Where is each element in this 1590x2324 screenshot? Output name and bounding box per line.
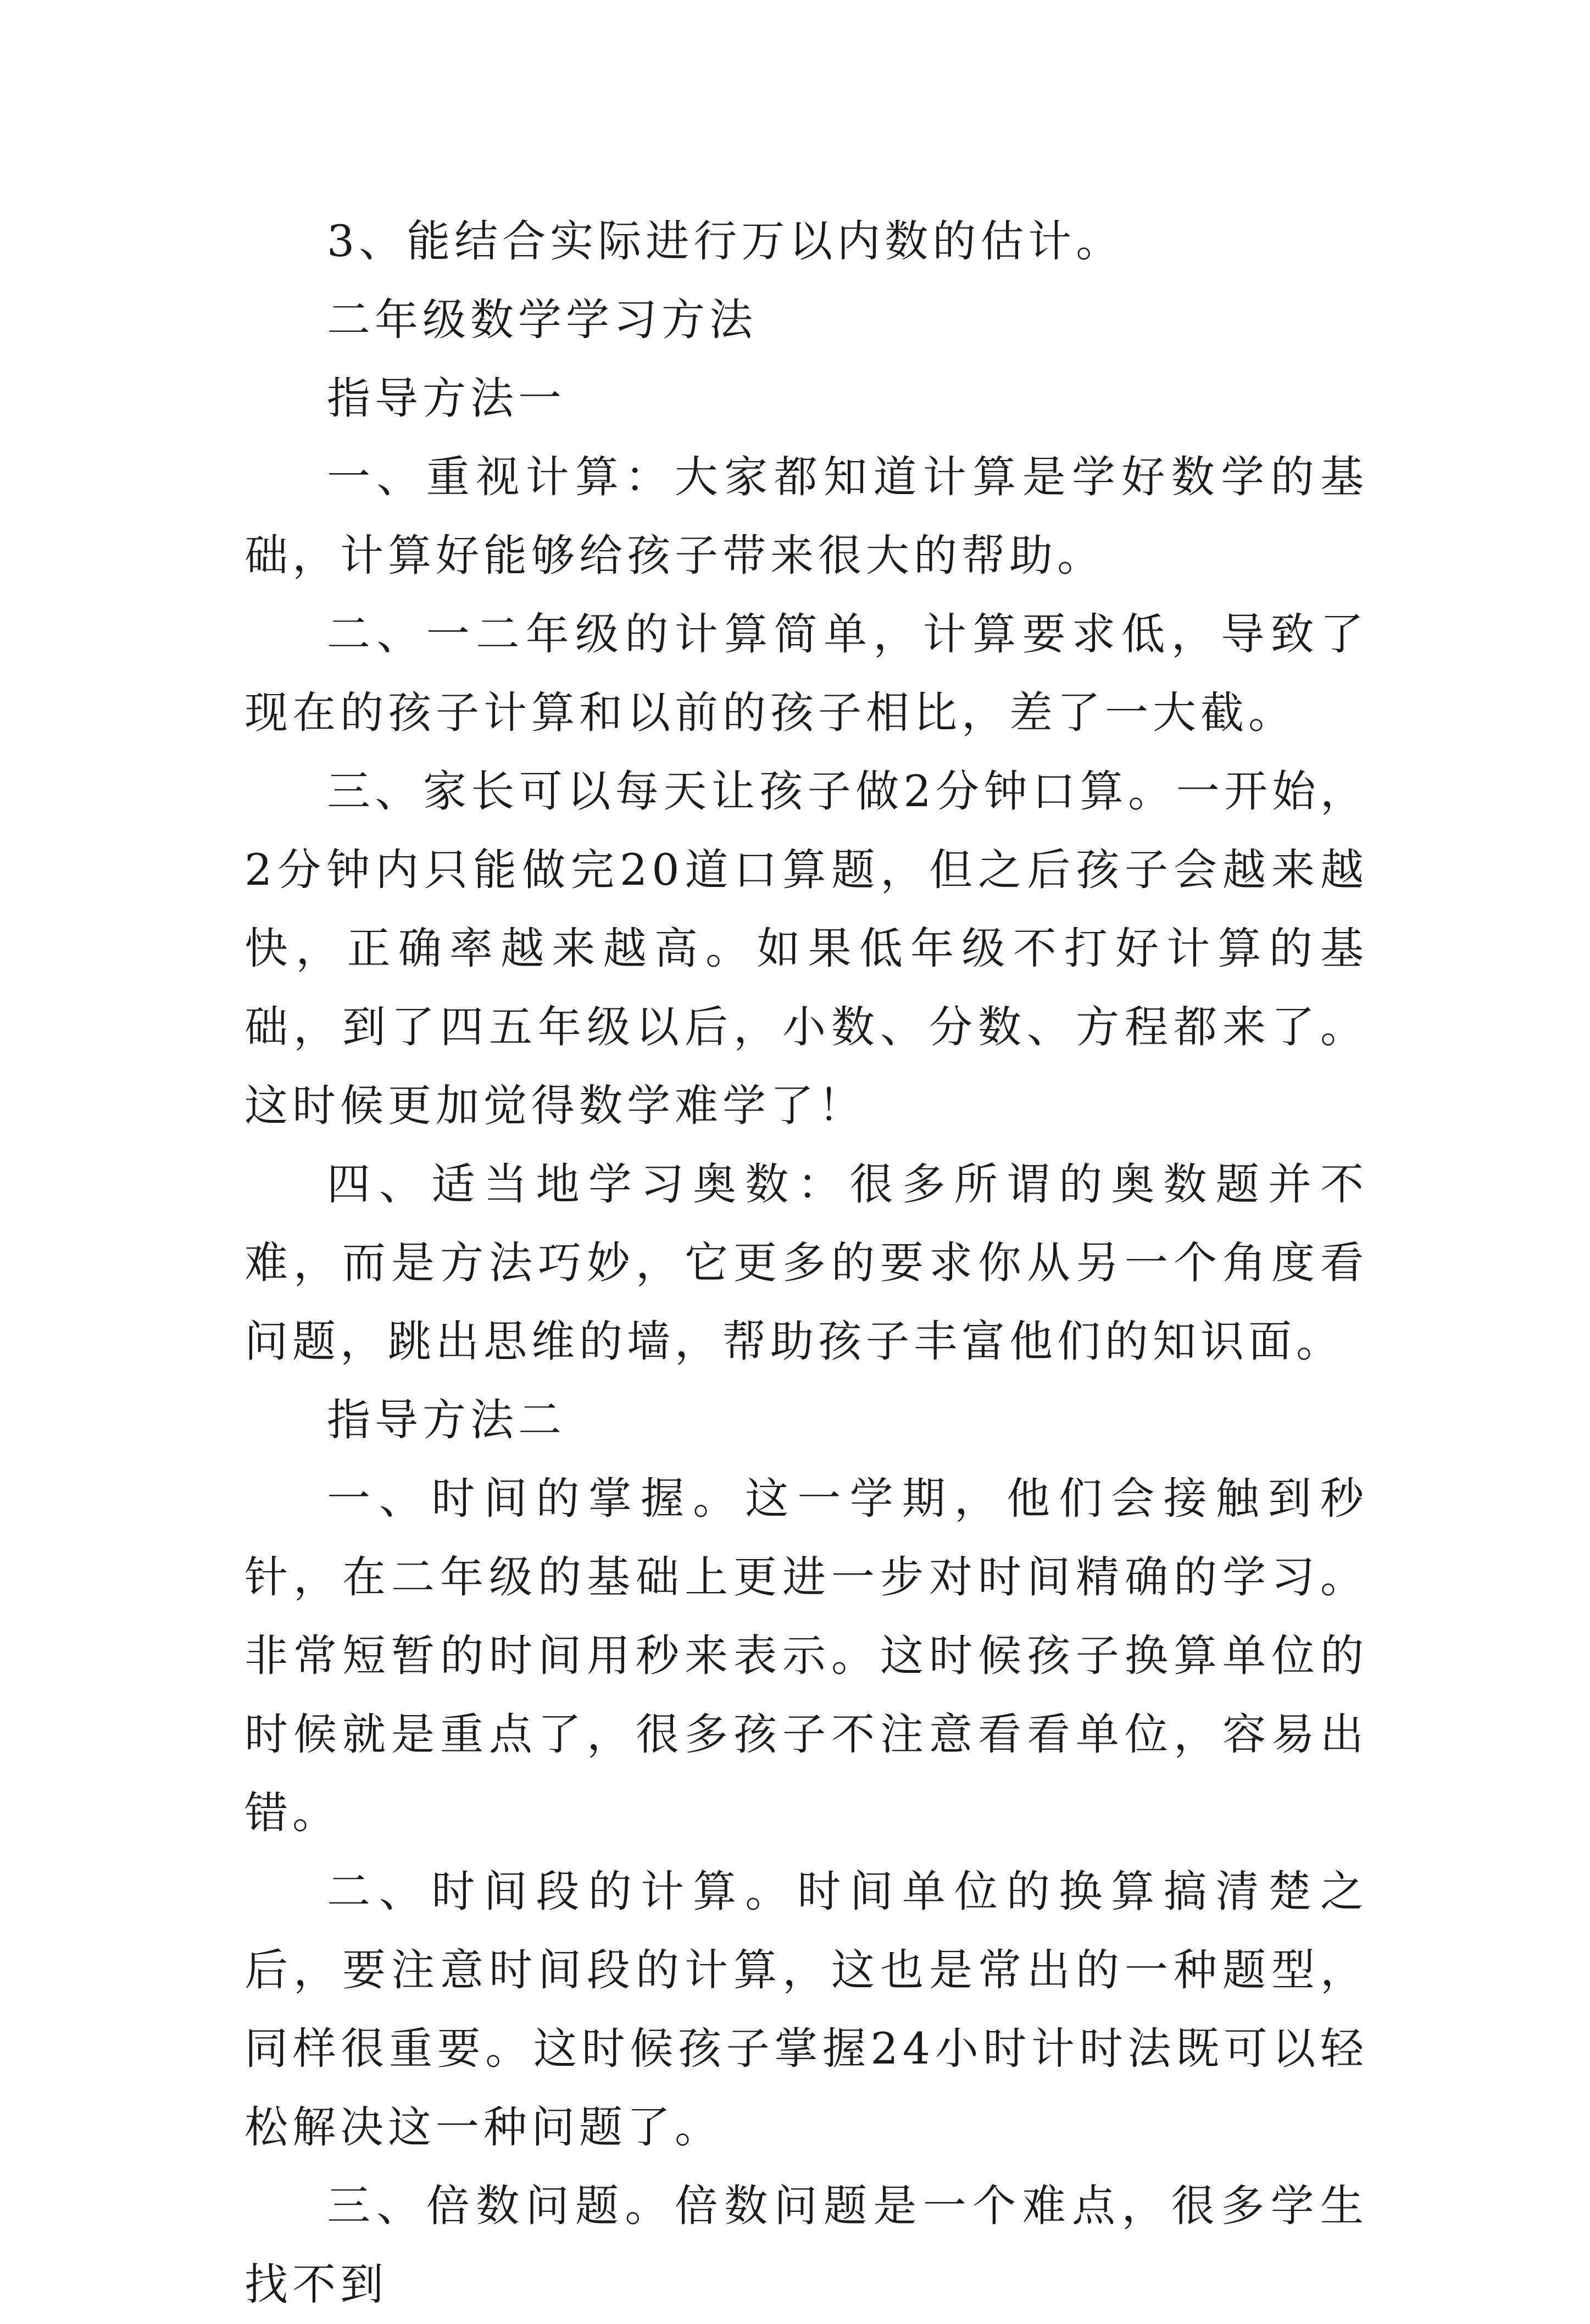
- paragraph-method-one-item-2: 二、一二年级的计算简单，计算要求低，导致了现在的孩子计算和以前的孩子相比，差了一大截。: [244, 609, 1368, 738]
- paragraph-method-two-item-1: 一、时间的掌握。这一学期，他们会接触到秒针，在二年级的基础上更进一步对时间精确的学习。非常短暂的时间用秒来表示。这时候孩子换算单位的时候就是重点了，很多孩子不注意看看单位，容易出错。: [244, 1473, 1368, 1838]
- subheading-method-one: 指导方法一: [327, 373, 566, 424]
- paragraph-method-two-item-2: 二、时间段的计算。时间单位的换算搞清楚之后，要注意时间段的计算，这也是常出的一种题型，同样很重要。这时候孩子掌握24小时计时法既可以轻松解决这一种问题了。: [244, 1866, 1368, 2153]
- section-heading-study-methods: 二年级数学学习方法: [327, 295, 757, 345]
- paragraph-method-one-item-3: 三、家长可以每天让孩子做2分钟口算。一开始，2分钟内只能做完20道口算题，但之后孩子会越来越快，正确率越来越高。如果低年级不打好计算的基础，到了四五年级以后，小数、分数、方程都来了。这时候更加觉得数学难学了！: [244, 766, 1368, 1131]
- document-body: [244, 202, 1368, 2324]
- subheading-method-two: 指导方法二: [327, 1395, 566, 1445]
- paragraph-method-one-item-1: 一、重视计算：大家都知道计算是学好数学的基础，计算好能够给孩子带来很大的帮助。: [244, 452, 1368, 581]
- paragraph-estimation: 3、能结合实际进行万以内数的估计。: [327, 216, 1124, 267]
- paragraph-method-two-item-3: 三、倍数问题。倍数问题是一个难点，很多学生找不到: [244, 2181, 1368, 2310]
- paragraph-method-one-item-4: 四、适当地学习奥数：很多所谓的奥数题并不难，而是方法巧妙，它更多的要求你从另一个角度看问题，跳出思维的墙，帮助孩子丰富他们的知识面。: [244, 1159, 1368, 1367]
